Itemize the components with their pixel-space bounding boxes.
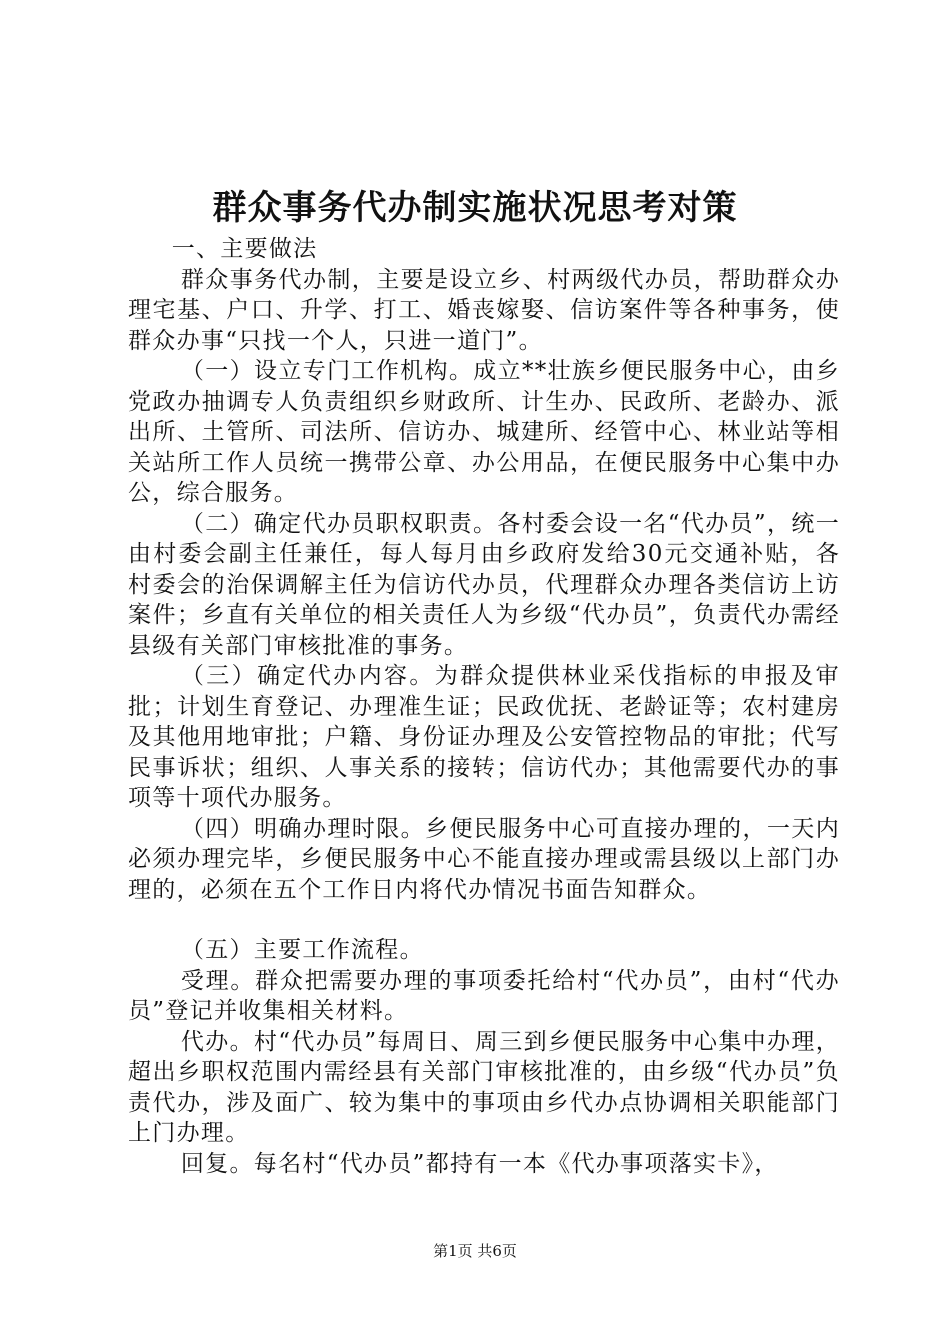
page-number-footer: 第1页 共6页 [433,1242,517,1260]
paragraph-item-4: （四）明确办理时限。乡便民服务中心可直接办理的，一天内必须办理完毕，乡便民服务中心不能直接办理或需县级以上部门办理的，必须在五个工作日内将代办情况书面告知群众。 [128,815,840,903]
document-body [128,234,840,1179]
paragraph-item-3: （三）确定代办内容。为群众提供林业采伐指标的申报及审批；计划生育登记、办理准生证；民政优抚、老龄证等；农村建房及其他用地审批；户籍、身份证办理及公安管控物品的审批；代写民事诉状；组织、人事关系的接转；信访代办；其他需要代办的事项等十项代办服务。 [128,663,840,811]
paragraph-accept: 受理。群众把需要办理的事项委托给村“代办员”，由村“代办员”登记并收集相关材料。 [128,967,840,1024]
paragraph-agency: 代办。村“代办员”每周日、周三到乡便民服务中心集中办理，超出乡职权范围内需经县有关部门审核批准的，由乡级“代办员”负责代办，涉及面广、较为集中的事项由乡代办点协调相关职能部门上门办理。 [128,1028,840,1146]
paragraph-reply: 回复。每名村“代办员”都持有一本《代办事项落实卡》， [180,1150,779,1177]
paragraph-item-5: （五）主要工作流程。 [180,937,424,963]
section-heading-main-practices: 一、主要做法 [171,236,318,262]
paragraph-intro: 群众事务代办制，主要是设立乡、村两级代办员，帮助群众办理宅基、户口、升学、打工、婚丧嫁娶、信访案件等各种事务，使群众办事“只找一个人，只进一道门”。 [128,266,840,354]
paragraph-item-1: （一）设立专门工作机构。成立**壮族乡便民服务中心，由乡党政办抽调专人负责组织乡财政所、计生办、民政所、老龄办、派出所、土管所、司法所、信访办、城建所、经管中心、林业站等相关站所工作人员统一携带公章、办公用品，在便民服务中心集中办公，综合服务。 [128,358,840,506]
document-title: 群众事务代办制实施状况思考对策 [212,188,738,228]
paragraph-item-2: （二）确定代办员职权职责。各村委会设一名“代办员”，统一由村委会副主任兼任，每人每月由乡政府发给30元交通补贴，各村委会的治保调解主任为信访代办员，代理群众办理各类信访上访案件；乡直有关单位的相关责任人为乡级“代办员”，负责代办需经县级有关部门审核批准的事务。 [128,510,840,659]
